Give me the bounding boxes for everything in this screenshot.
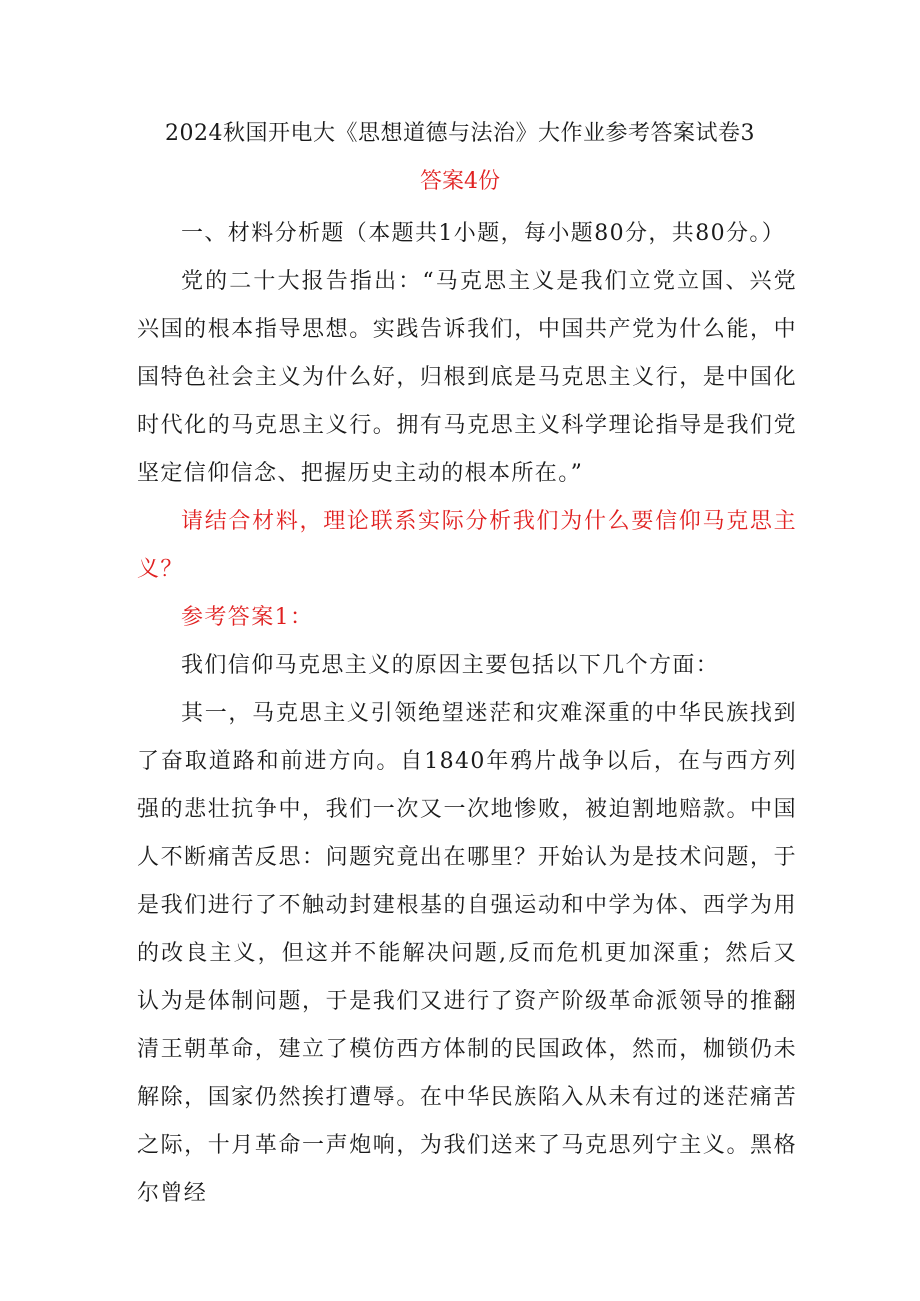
answer-intro: 我们信仰马克思主义的原因主要包括以下几个方面： bbox=[181, 653, 720, 678]
document-subtitle: 答案4份 bbox=[420, 169, 500, 194]
answer-label: 参考答案1： bbox=[181, 605, 314, 630]
document-title: 2024秋国开电大《思想道德与法治》大作业参考答案试卷3 bbox=[165, 121, 755, 146]
section-heading: 一、材料分析题（本题共1小题，每小题80分，共80分。） bbox=[181, 221, 786, 246]
question-text: 请结合材料，理论联系实际分析我们为什么要信仰马克思主义？ bbox=[137, 509, 797, 582]
document-body bbox=[137, 210, 797, 1218]
material-paragraph: 党的二十大报告指出：“马克思主义是我们立党立国、兴党兴国的根本指导思想。实践告诉我们，中国共产党为什么能，中国特色社会主义为什么好，归根到底是马克思主义行，是中国化时代化的马克思主义行。拥有马克思主义科学理论指导是我们党坚定信仰信念、把握历史主动的根本所在。” bbox=[137, 269, 797, 486]
answer-point-1: 其一，马克思主义引领绝望迷茫和灾难深重的中华民族找到了奋取道路和前进方向。自1840年鸦片战争以后，在与西方列强的悲壮抗争中，我们一次又一次地惨败，被迫割地赔款。中国人不断痛苦反思：问题究竟出在哪里？开始认为是技术问题，于是我们进行了不触动封建根基的自强运动和中学为体、西学为用的改良主义，但这并不能解决问题,反而危机更加深重；然后又认为是体制问题，于是我们又进行了资产阶级革命派领导的推翻清王朝革命，建立了模仿西方体制的民国政体，然而，枷锁仍未解除，国家仍然挨打遭辱。在中华民族陷入从未有过的迷茫痛苦之际，十月革命一声炮响，为我们送来了马克思列宁主义。黑格尔曾经 bbox=[137, 701, 797, 1206]
